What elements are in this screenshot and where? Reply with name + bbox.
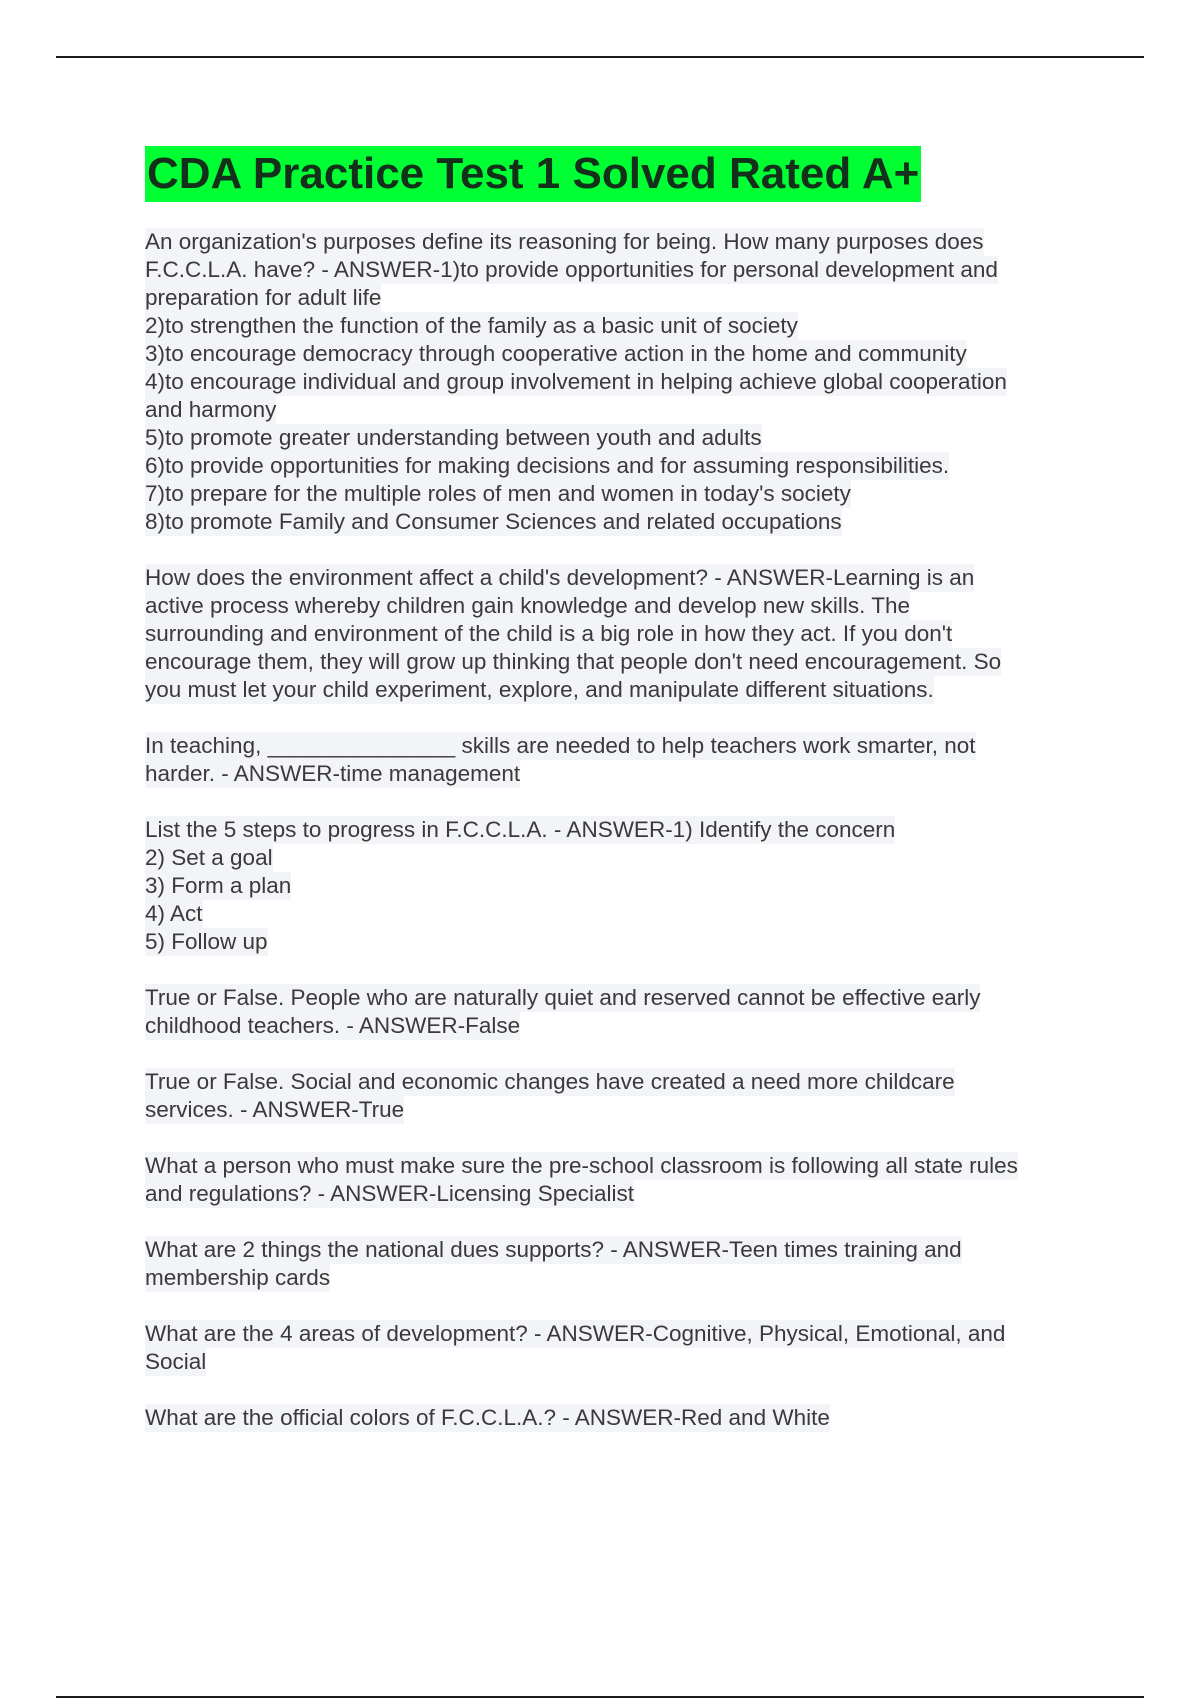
qa-line: How does the environment affect a child's development? - ANSWER-Learning is an — [145, 565, 975, 590]
document-title: CDA Practice Test 1 Solved Rated A+ — [145, 146, 921, 202]
qa-line: What are the 4 areas of development? - ANSWER-Cognitive, Physical, Emotional, and — [145, 1321, 1006, 1346]
qa-item — [145, 732, 1095, 788]
qa-line: 4)to encourage individual and group involvement in helping achieve global cooperation — [145, 369, 1007, 394]
qa-item — [145, 984, 1095, 1040]
qa-line: 4) Act — [145, 901, 203, 926]
qa-item — [145, 1320, 1095, 1376]
qa-line: F.C.C.L.A. have? - ANSWER-1)to provide opportunities for personal development and — [145, 257, 998, 282]
qa-line: What are the official colors of F.C.C.L.A.? - ANSWER-Red and White — [145, 1405, 830, 1430]
qa-line: surrounding and environment of the child is a big role in how they act. If you don't — [145, 621, 953, 646]
qa-item — [145, 1068, 1095, 1124]
qa-line: List the 5 steps to progress in F.C.C.L.A. - ANSWER-1) Identify the concern — [145, 817, 896, 842]
qa-line: encourage them, they will grow up thinking that people don't need encouragement. So — [145, 649, 1002, 674]
qa-list — [145, 228, 1095, 1460]
qa-line: active process whereby children gain knowledge and develop new skills. The — [145, 593, 911, 618]
qa-line: membership cards — [145, 1265, 331, 1290]
qa-line: An organization's purposes define its reasoning for being. How many purposes does — [145, 229, 984, 254]
qa-line: True or False. Social and economic changes have created a need more childcare — [145, 1069, 955, 1094]
qa-line: 2)to strengthen the function of the family as a basic unit of society — [145, 313, 798, 338]
qa-line: harder. - ANSWER-time management — [145, 761, 521, 786]
bottom-rule — [56, 1696, 1144, 1698]
qa-line: True or False. People who are naturally quiet and reserved cannot be effective early — [145, 985, 981, 1010]
qa-item — [145, 1404, 1095, 1432]
qa-line: 3) Form a plan — [145, 873, 292, 898]
qa-line: Social — [145, 1349, 207, 1374]
qa-item — [145, 1236, 1095, 1292]
qa-line: you must let your child experiment, explore, and manipulate different situations. — [145, 677, 934, 702]
qa-line: 5)to promote greater understanding between youth and adults — [145, 425, 762, 450]
qa-line: 3)to encourage democracy through cooperative action in the home and community — [145, 341, 967, 366]
qa-line: preparation for adult life — [145, 285, 382, 310]
qa-item — [145, 1152, 1095, 1208]
qa-line: 5) Follow up — [145, 929, 268, 954]
qa-line: services. - ANSWER-True — [145, 1097, 405, 1122]
qa-item — [145, 228, 1095, 536]
qa-item — [145, 564, 1095, 704]
qa-line: childhood teachers. - ANSWER-False — [145, 1013, 521, 1038]
qa-line: 6)to provide opportunities for making decisions and for assuming responsibilities. — [145, 453, 950, 478]
qa-line: 8)to promote Family and Consumer Sciences and related occupations — [145, 509, 842, 534]
qa-line: 2) Set a goal — [145, 845, 273, 870]
qa-line: What a person who must make sure the pre-school classroom is following all state rules — [145, 1153, 1018, 1178]
qa-line: What are 2 things the national dues supports? - ANSWER-Teen times training and — [145, 1237, 962, 1262]
qa-item — [145, 816, 1095, 956]
qa-line: and regulations? - ANSWER-Licensing Specialist — [145, 1181, 634, 1206]
qa-line: In teaching, _______________ skills are needed to help teachers work smarter, not — [145, 733, 976, 758]
top-rule — [56, 56, 1144, 58]
qa-line: 7)to prepare for the multiple roles of men and women in today's society — [145, 481, 851, 506]
qa-line: and harmony — [145, 397, 277, 422]
